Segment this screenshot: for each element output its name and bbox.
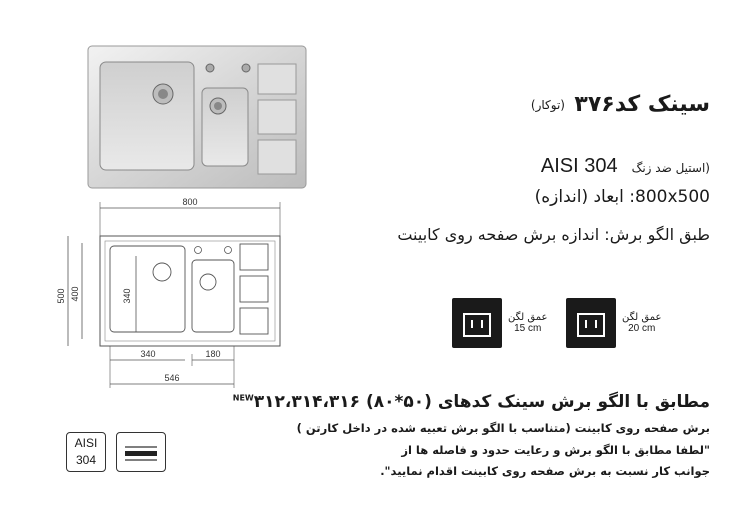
depth-value: 15 cm [514, 323, 542, 334]
depth-label: عمق لگن [622, 312, 662, 323]
badge-line-1: AISI [74, 436, 98, 450]
depth-value: 20 cm [628, 323, 656, 334]
depth-basin-icon [452, 298, 502, 348]
dim-bowl1-width-label: 340 [140, 349, 156, 359]
depth-indicator-20 [566, 298, 661, 348]
material-note: (استیل ضد زنگ [631, 161, 710, 175]
product-title: سینک کد۳۷۶ [574, 92, 710, 117]
dim-bowl-height-label: 340 [122, 288, 132, 304]
cutting-heading-text: مطابق با الگو برش سینک کدهای [437, 392, 710, 412]
dim-bowls-total-label: 546 [164, 373, 180, 383]
dim-inner-height-label: 400 [70, 286, 80, 302]
sink-bowl-large [100, 62, 194, 170]
badge-line-2: 304 [75, 453, 97, 467]
material-code: AISI 304 [540, 155, 618, 177]
sink-bowl-small [202, 88, 248, 166]
cutting-codes: ۳۱۲،۳۱۴،۳۱۶ [253, 392, 361, 412]
cutting-line-1: برش صفحه روی کابینت (متناسب با الگو برش تعبیه شده در داخل کارتن ) [296, 421, 710, 435]
depth-label: عمق لگن [508, 312, 548, 323]
cut-size-line: طبق الگو برش: اندازه برش صفحه روی کابینت [397, 225, 710, 244]
sink-technical-drawing [50, 196, 290, 392]
product-dimensions: 800x500: ابعاد (اندازه) [534, 187, 710, 207]
depth-basin-icon [566, 298, 616, 348]
sink-profile-icon [116, 432, 166, 472]
dim-height-label: 500 [56, 288, 66, 304]
new-tag: NEW [232, 393, 254, 403]
cutting-heading [233, 392, 710, 412]
cutting-line-2: "لطفا مطابق با الگو برش و رعایت حدود و فاصله ها از [401, 443, 710, 457]
material-row [541, 155, 710, 178]
sink-photo [86, 44, 308, 190]
cutting-line-3: جوانب کار نسبت به برش صفحه روی کابینت اقدام نمایید". [380, 464, 710, 478]
dim-width-label: 800 [182, 197, 198, 207]
cutting-size: (۸۰*۵۰) [365, 392, 432, 412]
product-title-sub: (توکار) [530, 98, 565, 112]
stainless-badge-icon [66, 432, 106, 472]
depth-indicator-15 [452, 298, 547, 348]
dim-bowl2-width-label: 180 [205, 349, 221, 359]
